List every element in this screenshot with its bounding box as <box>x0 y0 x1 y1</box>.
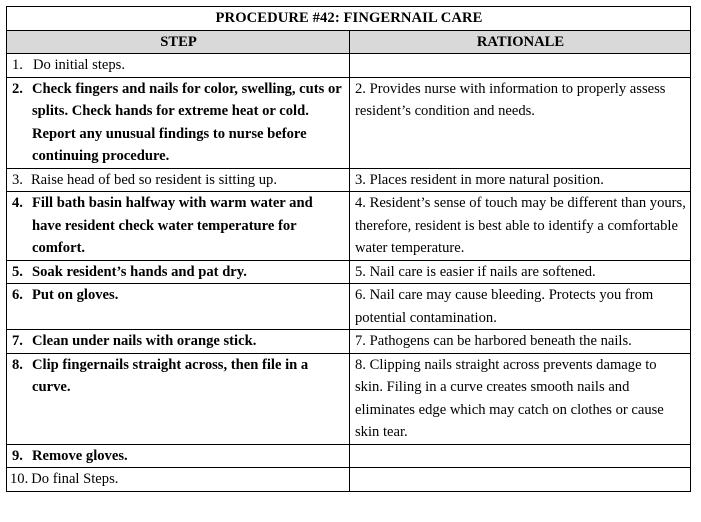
step-text: Check fingers and nails for color, swelling, cuts or splits. Check hands for extreme heat or cold. Report any unusual findings to nurse before continuing procedure. <box>32 80 342 164</box>
rationale-cell: 2. Provides nurse with information to properly assess resident’s condition and needs. <box>350 77 691 168</box>
step-number: 4. <box>12 195 23 211</box>
table-row <box>7 168 691 192</box>
table-row <box>7 444 691 468</box>
step-text: Raise head of bed so resident is sitting up. <box>30 171 277 188</box>
step-text: Clip fingernails straight across, then file in a curve. <box>32 356 309 395</box>
step-text: Put on gloves. <box>32 287 119 303</box>
step-number: 8. <box>12 356 23 373</box>
rationale-cell <box>350 468 691 492</box>
table-row <box>7 192 691 261</box>
step-cell <box>7 168 350 192</box>
header-row <box>7 30 691 54</box>
step-cell <box>7 444 350 468</box>
table-row <box>7 330 691 354</box>
procedure-table <box>6 6 691 492</box>
step-cell <box>7 284 350 330</box>
step-cell <box>7 192 350 261</box>
rationale-cell: 7. Pathogens can be harbored beneath the nails. <box>350 330 691 354</box>
step-cell <box>7 77 350 168</box>
step-number: 10. <box>10 471 29 487</box>
step-number: 5. <box>12 263 23 280</box>
step-number: 9. <box>12 447 23 464</box>
title-row <box>7 7 691 31</box>
table-row <box>7 54 691 78</box>
rationale-cell: 6. Nail care may cause bleeding. Protects you from potential contamination. <box>350 284 691 330</box>
step-text: Do initial steps. <box>32 57 125 73</box>
step-column-header: STEP <box>7 30 350 54</box>
table-row <box>7 468 691 492</box>
step-cell <box>7 353 350 444</box>
procedure-document <box>6 6 691 492</box>
step-number: 2. <box>12 80 23 97</box>
step-text: Remove gloves. <box>32 447 128 464</box>
rationale-cell: 5. Nail care is easier if nails are softened. <box>350 260 691 284</box>
rationale-column-header: RATIONALE <box>350 30 691 54</box>
table-row <box>7 353 691 444</box>
step-number: 1. <box>12 57 23 73</box>
rationale-cell <box>350 444 691 468</box>
rationale-cell: 8. Clipping nails straight across prevents damage to skin. Filing in a curve creates smooth nails and eliminates edge which may catch on clothes or cause skin tear. <box>350 353 691 444</box>
table-row <box>7 260 691 284</box>
step-cell <box>7 54 350 78</box>
step-cell <box>7 260 350 284</box>
step-number: 6. <box>12 287 23 303</box>
rationale-cell: 3. Places resident in more natural position. <box>350 168 691 192</box>
step-text: Do final Steps. <box>31 471 119 487</box>
step-text: Fill bath basin halfway with warm water and have resident check water temperature for comfort. <box>32 195 313 256</box>
step-cell <box>7 468 350 492</box>
table-row <box>7 284 691 330</box>
procedure-title: PROCEDURE #42: FINGERNAIL CARE <box>7 7 691 31</box>
rationale-cell: 4. Resident’s sense of touch may be different than yours, therefore, resident is best able to identify a comfortable water temperature. <box>350 192 691 261</box>
step-text: Soak resident’s hands and pat dry. <box>32 263 247 280</box>
step-text: Clean under nails with orange stick. <box>32 333 257 349</box>
step-number: 3. <box>12 171 23 188</box>
table-row <box>7 77 691 168</box>
rationale-cell <box>350 54 691 78</box>
step-number: 7. <box>12 333 23 349</box>
step-cell <box>7 330 350 354</box>
